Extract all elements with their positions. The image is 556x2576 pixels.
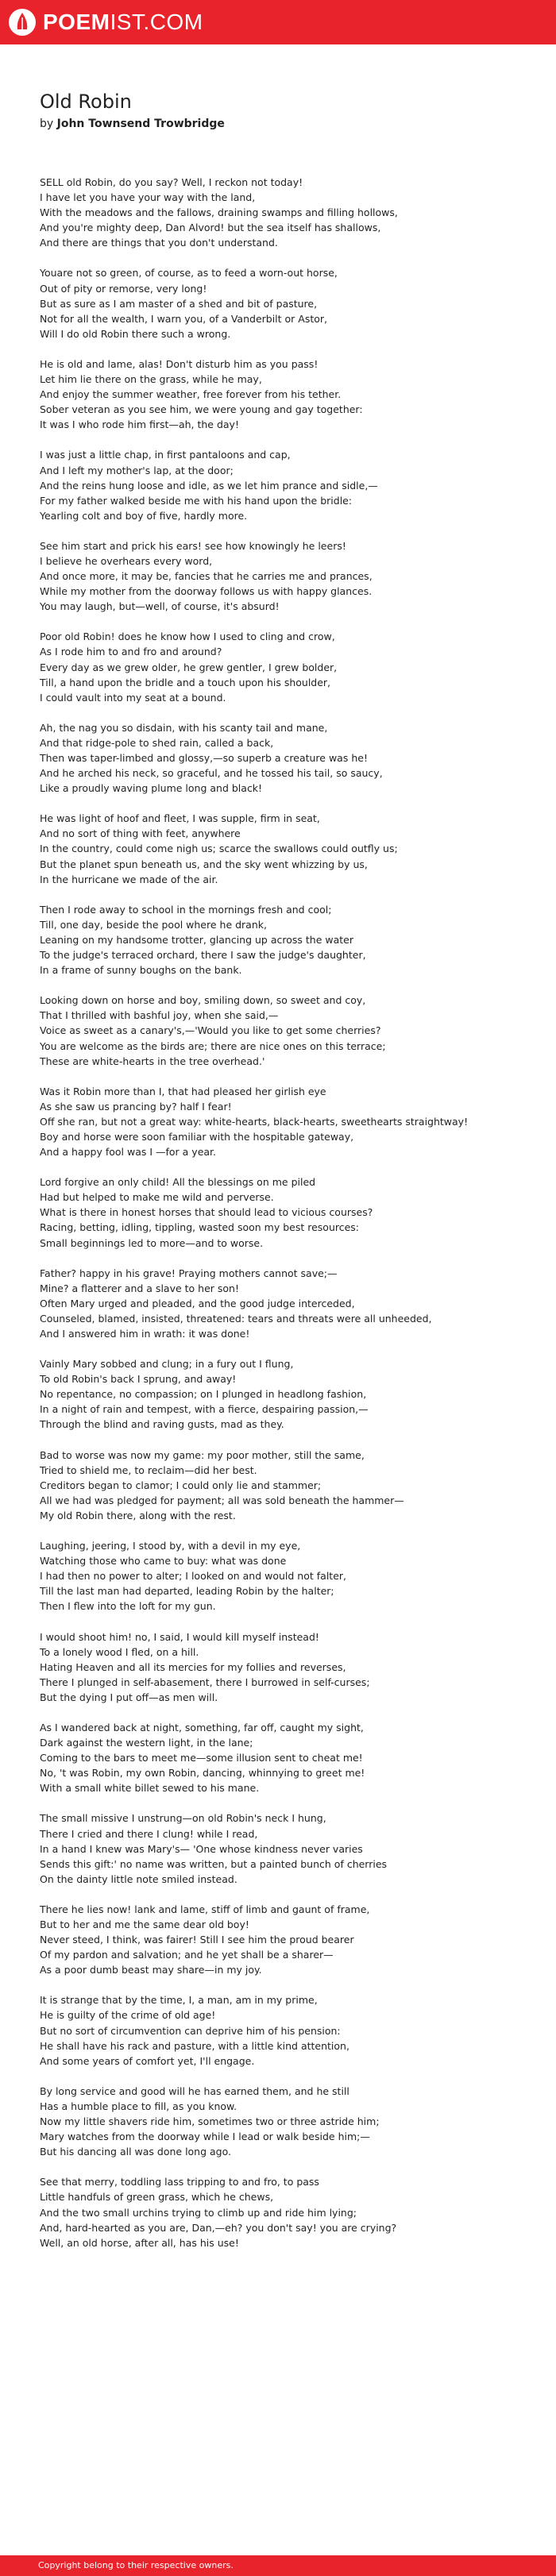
top-bar	[0, 0, 556, 44]
stanza	[40, 447, 516, 523]
poem-line: Had but helped to make me wild and perverse.	[40, 1191, 274, 1204]
poem-line: Will I do old Robin there such a wrong.	[40, 327, 231, 340]
poem-line: Then I rode away to school in the mornings fresh and cool;	[40, 903, 332, 916]
poem-line: And enjoy the summer weather, free forever from his tether.	[40, 388, 342, 401]
copyright-text: Copyright belong to their respective owners.	[38, 2560, 234, 2570]
stanza	[40, 1266, 516, 1341]
poem-line: Till, a hand upon the bridle and a touch upon his shoulder,	[40, 676, 331, 688]
poem-line: Off she ran, but not a great way: white-hearts, black-hearts, sweethearts straightway!	[40, 1115, 469, 1128]
poem-line: Dark against the western light, in the lane;	[40, 1737, 253, 1749]
poem-line: He was light of hoof and fleet, I was supple, firm in seat,	[40, 812, 320, 825]
poem-line: He is guilty of the crime of old age!	[40, 2009, 216, 2022]
poem-line: For my father walked beside me with his hand upon the bridle:	[40, 494, 353, 507]
poem-line: Yearling colt and boy of five, hardly more.	[40, 509, 248, 522]
poem-line: Like a proudly waving plume long and black!	[40, 782, 263, 795]
poem-line: Was it Robin more than I, that had pleased her girlish eye	[40, 1085, 326, 1097]
poem-line: There I cried and there I clung! while I read,	[40, 1827, 258, 1840]
poem-line: What is there in honest horses that should lead to vicious courses?	[40, 1206, 373, 1219]
poem-line: Has a humble place to fill, as you know.	[40, 2100, 237, 2112]
poem-line: All we had was pledged for payment; all was sold beneath the hammer—	[40, 1494, 404, 1506]
poem-line: Small beginnings led to more—and to worse.	[40, 1236, 264, 1249]
poem-line: As I wandered back at night, something, far off, caught my sight,	[40, 1721, 364, 1733]
poem-line: Little handfuls of green grass, which he chews,	[40, 2191, 274, 2204]
poem-line: But as sure as I am master of a shed and bit of pasture,	[40, 297, 318, 310]
stanza	[40, 629, 516, 704]
stanza	[40, 902, 516, 978]
poem-line: Looking down on horse and boy, smiling down, so sweet and coy,	[40, 994, 366, 1007]
poem-line: Vainly Mary sobbed and clung; in a fury out I flung,	[40, 1358, 294, 1371]
poem-line: Watching those who came to buy: what was done	[40, 1555, 287, 1568]
poem-line: Voice as sweet as a canary's,—'Would you like to get some cherries?	[40, 1024, 381, 1037]
poem-line: Sends this gift:' no name was written, but a painted bunch of cherries	[40, 1857, 388, 1870]
poem-line: I was just a little chap, in first pantaloons and cap,	[40, 449, 291, 461]
poem-line: Creditors began to clamor; I could only lie and stammer;	[40, 1479, 322, 1491]
by-label: by	[40, 118, 54, 130]
stanza	[40, 1811, 516, 1886]
poem-line: Ah, the nag you so disdain, with his scanty tail and mane,	[40, 721, 328, 734]
footer-bar	[0, 2555, 556, 2576]
poem-body	[40, 175, 516, 2266]
poem-line: As she saw us prancing by? half I fear!	[40, 1100, 232, 1113]
poem-line: And you're mighty deep, Dan Alvord! but the sea itself has shallows,	[40, 222, 381, 234]
poem-line: And a happy fool was I —for a year.	[40, 1146, 217, 1159]
poem-line: I believe he overhears every word,	[40, 554, 213, 567]
poem-line: There he lies now! lank and lame, stiff of limb and gaunt of frame,	[40, 1903, 370, 1915]
poem-line: See him start and prick his ears! see how knowingly he leers!	[40, 539, 346, 552]
poem-line: In a hand I knew was Mary's— 'One whose kindness never varies	[40, 1842, 363, 1855]
poem-line: There I plunged in self-abasement, there I burrowed in self-curses;	[40, 1676, 370, 1688]
poem-line: No, 't was Robin, my own Robin, dancing, whinnying to greet me!	[40, 1767, 365, 1780]
poem-line: I would shoot him! no, I said, I would kill myself instead!	[40, 1630, 319, 1643]
poem-line: In a frame of sunny boughs on the bank.	[40, 964, 242, 977]
stanza	[40, 720, 516, 796]
poem-line: As I rode him to and fro and around?	[40, 646, 222, 658]
poem-line: Through the blind and raving gusts, mad as they.	[40, 1418, 284, 1431]
stanza	[40, 1448, 516, 1523]
poem-line: He is old and lame, alas! Don't disturb him as you pass!	[40, 357, 319, 370]
poem-line: Father? happy in his grave! Praying mothers cannot save;—	[40, 1267, 338, 1279]
poem-line: And that ridge-pole to shed rain, called a back,	[40, 736, 274, 749]
poem-line: Racing, betting, idling, tippling, wasted soon my best resources:	[40, 1221, 360, 1234]
poem-line: My old Robin there, along with the rest.	[40, 1509, 236, 1521]
poem-line: By long service and good will he has earned them, and he still	[40, 2084, 349, 2097]
poem-line: But no sort of circumvention can deprive him of his pension:	[40, 2024, 341, 2037]
poem-line: Then I flew into the loft for my gun.	[40, 1600, 216, 1613]
poem-line: Now my little shavers ride him, sometimes two or three astride him;	[40, 2115, 380, 2128]
poem-line: Well, an old horse, after all, has his use!	[40, 2236, 239, 2249]
poem-line: And he arched his neck, so graceful, and he tossed his tail, so saucy,	[40, 767, 383, 780]
poem-line: And there are things that you don't understand.	[40, 237, 278, 249]
poem-line: But the dying I put off—as men will.	[40, 1691, 218, 1703]
poem-line: It is strange that by the time, I, a man, am in my prime,	[40, 1994, 318, 2007]
poem-line: Lord forgive an only child! All the blessings on me piled	[40, 1176, 316, 1189]
stanza	[40, 1356, 516, 1432]
site-logo-text	[43, 6, 203, 38]
stanza	[40, 1538, 516, 1614]
poem-line: Coming to the bars to meet me—some illusion sent to cheat me!	[40, 1752, 363, 1764]
poem-line: Then was taper-limbed and glossy,—so superb a creature was he!	[40, 752, 368, 764]
poem-line: And the reins hung loose and idle, as we let him prance and sidle,—	[40, 479, 378, 492]
poem-line: And the two small urchins trying to climb up and ride him lying;	[40, 2206, 357, 2219]
poem-line: In a night of rain and tempest, with a fierce, despairing passion,—	[40, 1403, 369, 1416]
poem-line: Laughing, jeering, I stood by, with a devil in my eye,	[40, 1540, 301, 1552]
poem-line: He shall have his rack and pasture, with a little kind attention,	[40, 2039, 349, 2052]
poem-title: Old Robin	[40, 91, 132, 113]
poem-line: To old Robin's back I sprung, and away!	[40, 1373, 237, 1386]
poem-line: These are white-hearts in the tree overhead.'	[40, 1055, 265, 1067]
poemist-logo-icon	[8, 8, 37, 37]
stanza	[40, 538, 516, 614]
poem-line: I have let you have your way with the land,	[40, 191, 256, 204]
poem-line: With a small white billet sewed to his mane.	[40, 1782, 260, 1795]
poem-line: The small missive I unstrung—on old Robin's neck I hung,	[40, 1812, 326, 1825]
stanza	[40, 265, 516, 341]
poem-line: In the hurricane we made of the air.	[40, 873, 218, 885]
poem-line: Poor old Robin! does he know how I used to cling and crow,	[40, 631, 335, 643]
poem-line: Hating Heaven and all its mercies for my follies and reverses,	[40, 1660, 346, 1673]
stanza	[40, 811, 516, 886]
poem-line: I had then no power to alter; I looked on and would not falter,	[40, 1570, 346, 1583]
poem-line: Let him lie there on the grass, while he may,	[40, 373, 262, 386]
poem-line: Till, one day, beside the pool where he drank,	[40, 918, 267, 931]
poem-line: Bad to worse was now my game: my poor mother, still the same,	[40, 1448, 365, 1461]
site-logo-link[interactable]	[8, 6, 203, 38]
poem-line: And I left my mother's lap, at the door;	[40, 464, 234, 476]
poem-line: To a lonely wood I fled, on a hill.	[40, 1645, 199, 1658]
stanza	[40, 1174, 516, 1250]
poem-line: To the judge's terraced orchard, there I saw the judge's daughter,	[40, 949, 366, 962]
poem-line: Every day as we grew older, he grew gentler, I grew bolder,	[40, 661, 338, 673]
poem-line: I could vault into my seat at a bound.	[40, 691, 226, 704]
poem-line: With the meadows and the fallows, draining swamps and filling hollows,	[40, 206, 398, 219]
poem-line: Out of pity or remorse, very long!	[40, 282, 207, 295]
poem-line: Counseled, blamed, insisted, threatened: tears and threats were all unheeded,	[40, 1312, 432, 1325]
poem-line: And no sort of thing with feet, anywhere	[40, 827, 241, 840]
poem-line: It was I who rode him first—ah, the day!	[40, 418, 239, 431]
poem-line: But to her and me the same dear old boy!	[40, 1919, 249, 1930]
poem-line: Mine? a flatterer and a slave to her son!	[40, 1282, 239, 1294]
poem-line: Youare not so green, of course, as to feed a worn-out horse,	[40, 267, 338, 280]
poem-line: While my mother from the doorway follows us with happy glances.	[40, 585, 373, 598]
poem-line: That I thrilled with bashful joy, when she said,—	[40, 1009, 279, 1022]
byline	[40, 116, 225, 132]
stanza	[40, 993, 516, 1068]
logo-text-light: IST.COM	[110, 10, 203, 34]
stanza	[40, 1629, 516, 1705]
poem-line: No repentance, no compassion; on I plunged in headlong fashion,	[40, 1388, 367, 1401]
poem-line: On the dainty little note smiled instead.	[40, 1872, 237, 1885]
poem-line: But his dancing all was done long ago.	[40, 2146, 232, 2158]
poem-line: Tried to shield me, to reclaim—did her best.	[40, 1463, 257, 1476]
poem-line: See that merry, toddling lass tripping to and fro, to pass	[40, 2176, 319, 2188]
poem-line: Sober veteran as you see him, we were young and gay together:	[40, 403, 363, 416]
stanza	[40, 2174, 516, 2250]
logo-text-bold: POEM	[43, 10, 110, 34]
poem-line: Leaning on my handsome trotter, glancing up across the water	[40, 933, 353, 946]
stanza	[40, 175, 516, 250]
poem-line: In the country, could come nigh us; scarce the swallows could outfly us;	[40, 843, 398, 855]
stanza	[40, 357, 516, 432]
poem-line: And I answered him in wrath: it was done!	[40, 1328, 250, 1340]
poem-line: Not for all the wealth, I warn you, of a Vanderbilt or Astor,	[40, 312, 328, 325]
poem-line: And, hard-hearted as you are, Dan,—eh? you don't say! you are crying?	[40, 2221, 397, 2234]
poem-line: Mary watches from the doorway while I lead or walk beside him;—	[40, 2131, 370, 2143]
stanza	[40, 2084, 516, 2159]
stanza	[40, 1992, 516, 2068]
author-link[interactable]: John Townsend Trowbridge	[56, 118, 225, 130]
poem-line: Often Mary urged and pleaded, and the good judge interceded,	[40, 1297, 355, 1309]
stanza	[40, 1720, 516, 1795]
poem-line: As a poor dumb beast may share—in my joy.	[40, 1964, 262, 1976]
stanza	[40, 1902, 516, 1977]
stanza	[40, 1084, 516, 1159]
poem-line: And some years of comfort yet, I'll engage.	[40, 2054, 255, 2067]
poem-line: Of my pardon and salvation; and he yet shall be a sharer—	[40, 1949, 334, 1961]
poem-line: Boy and horse were soon familiar with the hospitable gateway,	[40, 1130, 354, 1143]
poem-line: You may laugh, but—well, of course, it's absurd!	[40, 600, 280, 613]
poem-line: But the planet spun beneath us, and the sky went whizzing by us,	[40, 858, 368, 870]
poem-line: Never steed, I think, was fairer! Still I see him the proud bearer	[40, 1934, 354, 1946]
poem-line: And once more, it may be, fancies that he carries me and prances,	[40, 570, 373, 583]
poem-line: SELL old Robin, do you say? Well, I reckon not today!	[40, 176, 303, 188]
poem-line: Till the last man had departed, leading Robin by the halter;	[40, 1585, 334, 1598]
poem-line: You are welcome as the birds are; there are nice ones on this terrace;	[40, 1039, 386, 1052]
